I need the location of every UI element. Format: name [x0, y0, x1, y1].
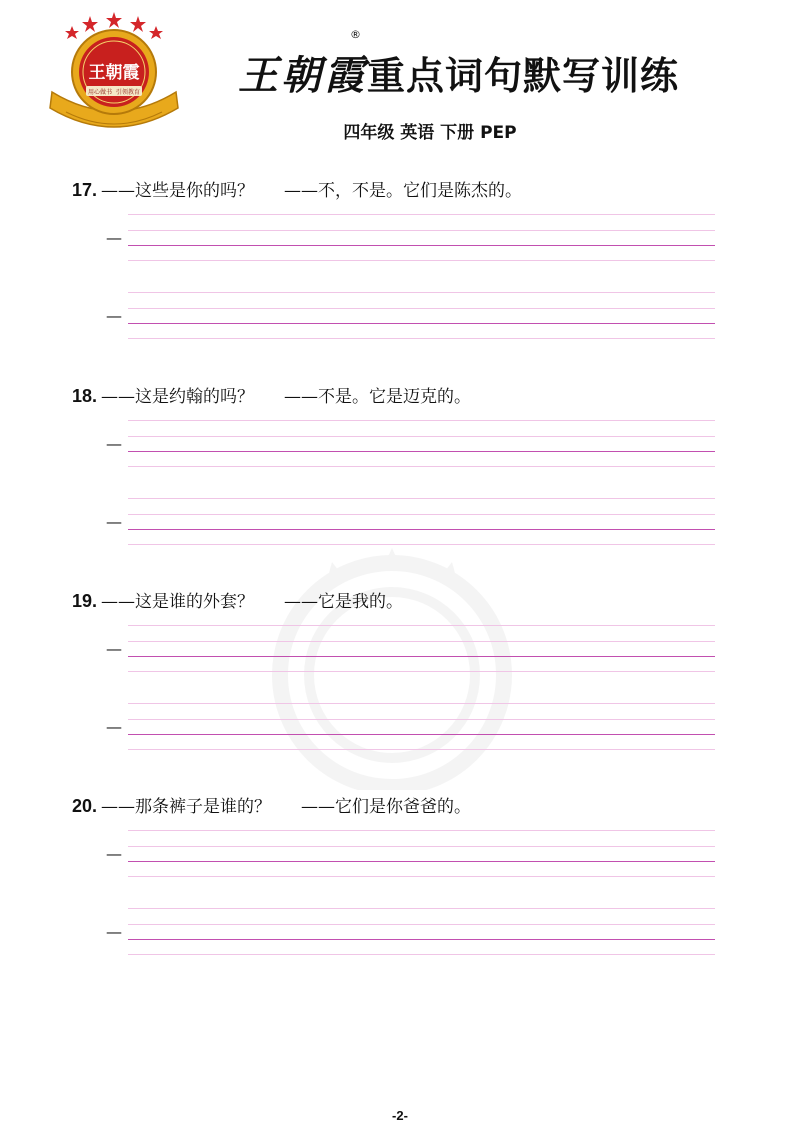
answer-lines-1[interactable]	[0, 420, 800, 472]
question-prompt	[72, 792, 471, 816]
guide-line	[128, 420, 715, 421]
registered-mark: ®	[350, 28, 362, 41]
prompt-question: ——这是约翰的吗？	[101, 387, 255, 407]
logo-text: 王朝霞	[88, 63, 140, 83]
answer-dash: —	[106, 512, 122, 531]
guide-line	[128, 308, 715, 309]
guide-line	[128, 466, 715, 467]
guide-line	[128, 230, 715, 231]
guide-line	[128, 625, 715, 626]
guide-line	[128, 703, 715, 704]
answer-lines-1[interactable]	[0, 625, 800, 677]
guide-line	[128, 498, 715, 499]
logo-ribbon-right: 引领教育	[115, 89, 141, 96]
guide-line	[128, 544, 715, 545]
guide-line	[128, 436, 715, 437]
prompt-answer: ——它们是你爸爸的。	[301, 797, 472, 817]
base-line	[128, 656, 715, 657]
base-line	[128, 529, 715, 530]
answer-dash: —	[106, 639, 122, 658]
base-line	[128, 323, 715, 324]
guide-line	[128, 292, 715, 293]
prompt-answer: ——不，不是。它们是陈杰的。	[284, 181, 523, 201]
answer-dash: —	[106, 844, 122, 863]
answer-lines-1[interactable]	[0, 214, 800, 266]
prompt-question: ——那条裤子是谁的？	[101, 797, 272, 817]
guide-line	[128, 749, 715, 750]
prompt-answer: ——不是。它是迈克的。	[284, 387, 472, 407]
answer-dash: —	[106, 306, 122, 325]
prompt-question: ——这是谁的外套？	[101, 592, 255, 612]
question-20	[0, 792, 800, 992]
logo-ribbon-left: 用心做书	[87, 89, 113, 96]
answer-lines-2[interactable]	[0, 498, 800, 550]
page-subtitle: 四年级 英语 下册 PEP	[343, 123, 517, 143]
guide-line	[128, 719, 715, 720]
guide-line	[128, 260, 715, 261]
guide-line	[128, 954, 715, 955]
guide-line	[128, 908, 715, 909]
answer-lines-2[interactable]	[0, 703, 800, 755]
base-line	[128, 451, 715, 452]
guide-line	[128, 214, 715, 215]
question-17	[0, 176, 800, 376]
page-title	[238, 28, 680, 100]
guide-line	[128, 514, 715, 515]
guide-line	[128, 876, 715, 877]
base-line	[128, 245, 715, 246]
base-line	[128, 861, 715, 862]
title-brand: 王朝霞	[238, 52, 367, 99]
answer-dash: —	[106, 922, 122, 941]
question-number: 18.	[72, 386, 98, 406]
answer-lines-1[interactable]	[0, 830, 800, 882]
answer-lines-2[interactable]	[0, 292, 800, 344]
answer-dash: —	[106, 228, 122, 247]
guide-line	[128, 641, 715, 642]
guide-line	[128, 924, 715, 925]
question-number: 19.	[72, 591, 98, 611]
answer-dash: —	[106, 434, 122, 453]
base-line	[128, 734, 715, 735]
guide-line	[128, 338, 715, 339]
question-18	[0, 382, 800, 582]
question-number: 20.	[72, 796, 98, 816]
title-text: 重点词句默写训练	[367, 54, 680, 98]
question-prompt	[72, 382, 471, 406]
question-prompt	[72, 587, 403, 611]
base-line	[128, 939, 715, 940]
brand-logo	[46, 12, 182, 132]
page-number: -2-	[392, 1108, 408, 1123]
answer-dash: —	[106, 717, 122, 736]
prompt-question: ——这些是你的吗？	[101, 181, 255, 201]
prompt-answer: ——它是我的。	[284, 592, 404, 612]
guide-line	[128, 830, 715, 831]
guide-line	[128, 671, 715, 672]
question-number: 17.	[72, 180, 98, 200]
question-19	[0, 587, 800, 787]
question-prompt	[72, 176, 522, 200]
answer-lines-2[interactable]	[0, 908, 800, 960]
guide-line	[128, 846, 715, 847]
